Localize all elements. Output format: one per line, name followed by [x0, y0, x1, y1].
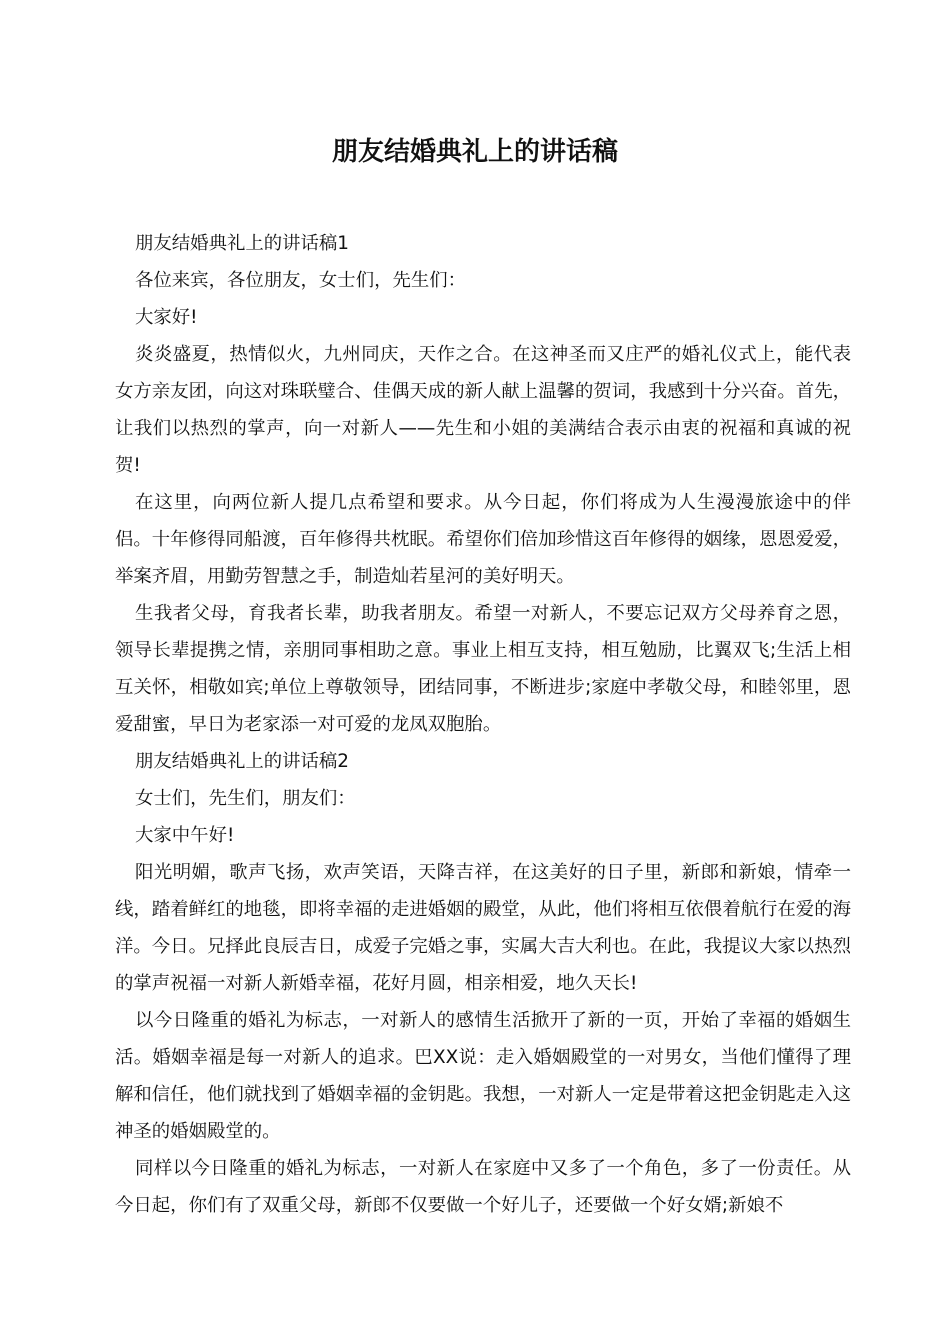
greeting-line: 大家中午好!	[135, 825, 235, 846]
greeting-line: 各位来宾，各位朋友，女士们，先生们：	[135, 270, 467, 291]
body-paragraph: 阳光明媚，歌声飞扬，欢声笑语，天降吉祥，在这美好的日子里，新郎和新娘，情牵一线，踏着鲜红的地毯，即将幸福的走进婚姻的殿堂，从此，他们将相互依偎着航行在爱的海洋。今日。兄择此良辰吉日，成爱子完婚之事，实属大吉大利也。在此，我提议大家以热烈的掌声祝福一对新人新婚幸福，花好月圆，相亲相爱，地久天长!	[115, 862, 851, 994]
body-paragraph: 以今日隆重的婚礼为标志，一对新人的感情生活掀开了新的一页，开始了幸福的婚姻生活。婚姻幸福是每一对新人的追求。巴XX说：走入婚姻殿堂的一对男女，当他们懂得了理解和信任，他们就找到了婚姻幸福的金钥匙。我想，一对新人一定是带着这把金钥匙走入这神圣的婚姻殿堂的。	[115, 1010, 851, 1142]
greeting-line: 女士们，先生们，朋友们：	[135, 788, 356, 809]
body-paragraph: 炎炎盛夏，热情似火，九州同庆，天作之合。在这神圣而又庄严的婚礼仪式上，能代表女方亲友团，向这对珠联璧合、佳偶天成的新人献上温馨的贺词，我感到十分兴奋。首先，让我们以热烈的掌声，向一对新人——先生和小姐的美满结合表示由衷的祝福和真诚的祝贺!	[115, 344, 851, 476]
document-title: 朋友结婚典礼上的讲话稿	[331, 137, 618, 167]
greeting-line: 大家好!	[135, 307, 198, 328]
section-heading: 朋友结婚典礼上的讲话稿1	[135, 233, 349, 254]
section-heading: 朋友结婚典礼上的讲话稿2	[135, 751, 349, 772]
document-body	[115, 225, 851, 1224]
body-paragraph: 同样以今日隆重的婚礼为标志，一对新人在家庭中又多了一个角色，多了一份责任。从今日起，你们有了双重父母，新郎不仅要做一个好儿子，还要做一个好女婿;新娘不	[115, 1158, 851, 1216]
body-paragraph: 在这里，向两位新人提几点希望和要求。从今日起，你们将成为人生漫漫旅途中的伴侣。十年修得同船渡，百年修得共枕眠。希望你们倍加珍惜这百年修得的姻缘，恩恩爱爱，举案齐眉，用勤劳智慧之手，制造灿若星河的美好明天。	[115, 492, 851, 587]
body-paragraph: 生我者父母，育我者长辈，助我者朋友。希望一对新人，不要忘记双方父母养育之恩，领导长辈提携之情，亲朋同事相助之意。事业上相互支持，相互勉励，比翼双飞;生活上相互关怀，相敬如宾;单位上尊敬领导，团结同事，不断进步;家庭中孝敬父母，和睦邻里，恩爱甜蜜，早日为老家添一对可爱的龙凤双胞胎。	[115, 603, 851, 735]
